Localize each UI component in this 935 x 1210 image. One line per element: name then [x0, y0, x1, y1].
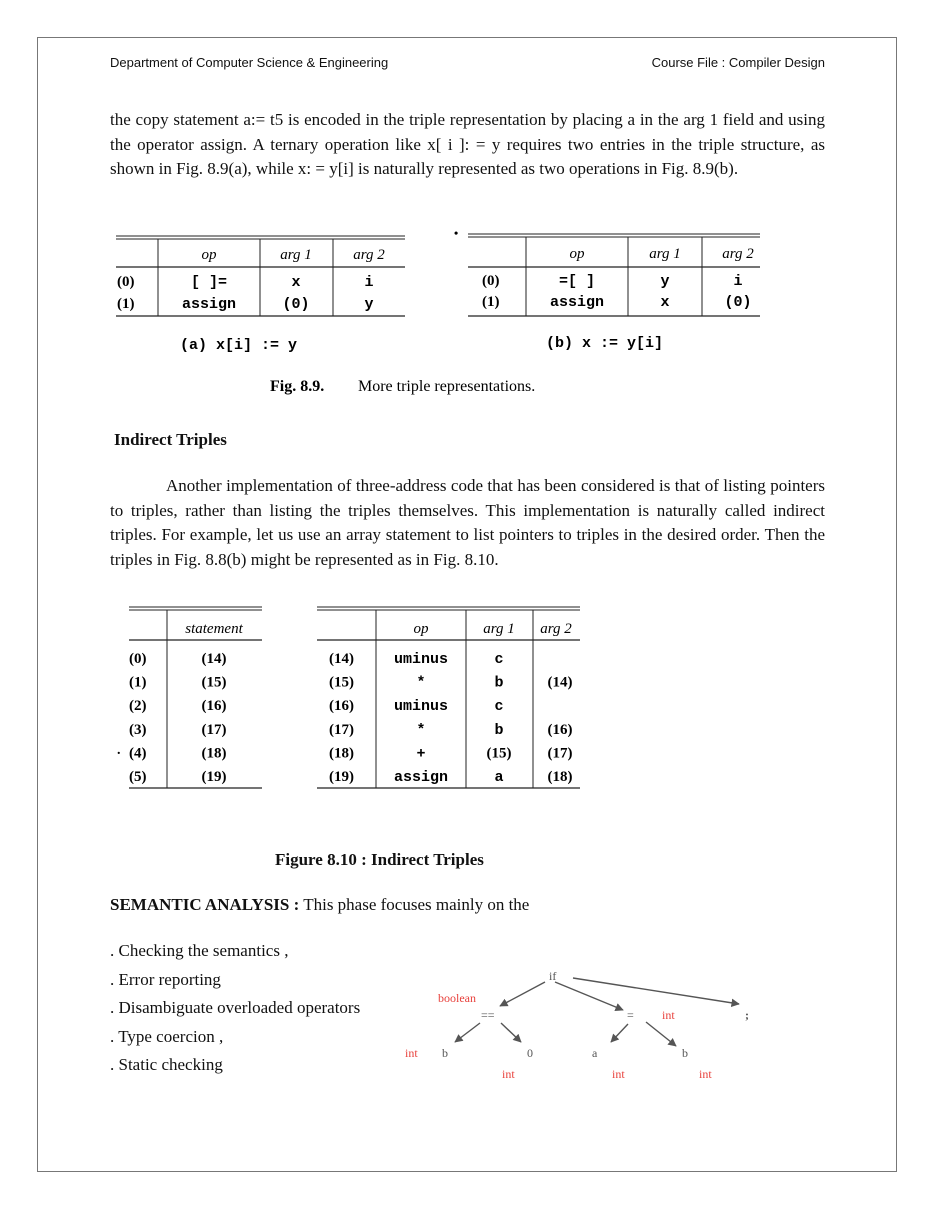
type-zero-int: int	[502, 1067, 515, 1081]
semantic-analysis-line	[110, 895, 529, 915]
op-cell: [ ]=	[190, 274, 228, 291]
row-index: (17)	[329, 721, 354, 738]
op-cell: *	[416, 721, 426, 739]
op-cell: uminus	[393, 651, 449, 668]
caption-a: (a) x[i] := y	[180, 337, 298, 354]
row-index: (15)	[329, 674, 354, 691]
header-arg1-b: arg 1	[649, 246, 681, 262]
row-index: (2)	[129, 698, 147, 715]
figure-8-10	[110, 600, 590, 800]
list-item: . Static checking	[110, 1055, 223, 1074]
arg1-cell: y	[660, 273, 670, 290]
op-cell: *	[416, 674, 426, 692]
list-item: . Disambiguate overloaded operators	[110, 998, 361, 1017]
node-zero: 0	[527, 1046, 533, 1060]
header-op-b: op	[569, 246, 585, 262]
header-arg1-a: arg 1	[280, 247, 312, 263]
statement-pointer: (18)	[201, 745, 227, 762]
arg1-cell: b	[494, 721, 504, 739]
statement-pointer: (15)	[201, 674, 227, 691]
op-cell: +	[416, 745, 426, 763]
op-cell: assign	[181, 296, 237, 313]
arg1-cell: a	[494, 769, 504, 786]
op-cell: =[ ]	[558, 273, 596, 290]
node-a: a	[592, 1046, 598, 1060]
triple-header-arg1: arg 1	[483, 621, 515, 637]
op-cell: assign	[393, 769, 449, 786]
arg1-cell: x	[660, 294, 670, 311]
op-cell: uminus	[393, 698, 449, 716]
row-index: (0)	[482, 273, 500, 289]
triple-table-b	[454, 226, 760, 352]
type-assign-int: int	[662, 1008, 675, 1022]
arg2-cell: y	[364, 296, 374, 313]
stray-dot: •	[454, 226, 459, 240]
node-eqeq: ==	[481, 1008, 495, 1022]
indirect-paragraph: Another implementation of three-address code that has been considered is that of listing pointers to triples, rather than listing the triples themselves. This implementation is naturally called indirect triples. For example, let us use an array statement to list pointers to triples in the desired order. Then the triples in Fig. 8.8(b) might be represented as in Fig. 8.10.	[110, 476, 825, 569]
type-b-int: int	[405, 1046, 418, 1060]
arg1-cell: x	[291, 274, 301, 291]
row-index: (3)	[129, 721, 147, 738]
stray-dot: .	[117, 743, 121, 758]
arg2-cell: (18)	[547, 769, 573, 785]
row-index: (1)	[482, 294, 500, 310]
row-index: (18)	[329, 745, 354, 762]
row-index: (0)	[129, 651, 147, 667]
row-index: (1)	[117, 296, 135, 312]
list-item: . Error reporting	[110, 969, 221, 989]
statement-pointer: (17)	[201, 721, 227, 738]
row-index: (4)	[129, 745, 147, 762]
node-b-right: b	[682, 1046, 688, 1060]
semantic-analysis-label: SEMANTIC ANALYSIS :	[110, 895, 300, 914]
row-index: (0)	[117, 274, 135, 290]
list-item: . Checking the semantics ,	[110, 941, 289, 960]
arg1-cell: c	[494, 698, 504, 716]
annotated-syntax-tree	[395, 960, 765, 1085]
op-cell: assign	[549, 294, 605, 311]
arg2-cell: (14)	[547, 674, 573, 691]
triple-table-a	[116, 236, 405, 354]
header-arg2-a: arg 2	[353, 247, 385, 263]
figure-8-10-caption: Figure 8.10 : Indirect Triples	[275, 850, 484, 869]
semantic-checks-list	[110, 940, 360, 1083]
triple-table	[317, 607, 580, 788]
node-semicolon: ;	[745, 1008, 749, 1022]
node-assign: =	[627, 1008, 634, 1022]
figure-8-9	[110, 225, 775, 400]
section-heading-indirect-triples: Indirect Triples	[114, 430, 227, 449]
arg2-cell: i	[364, 274, 374, 291]
type-b2-int: int	[699, 1067, 712, 1081]
arg1-cell: (0)	[282, 296, 310, 313]
triple-header-op: op	[413, 621, 429, 637]
arg2-cell: (16)	[547, 721, 573, 738]
caption-b: (b) x := y[i]	[546, 335, 664, 352]
type-a-int: int	[612, 1067, 625, 1081]
semantic-analysis-text: This phase focuses mainly on the	[299, 895, 530, 914]
arg2-cell: (0)	[724, 294, 752, 311]
type-boolean: boolean	[438, 991, 476, 1005]
row-index: (16)	[329, 698, 354, 715]
fig-8-9-label: Fig. 8.9.	[270, 378, 325, 395]
fig-8-9-caption: More triple representations.	[358, 378, 536, 395]
header-op-a: op	[201, 247, 217, 263]
tree-edges	[455, 978, 739, 1046]
arg2-cell: (17)	[547, 745, 573, 762]
triple-header-arg2: arg 2	[540, 621, 572, 637]
header-course: Course File : Compiler Design	[651, 55, 825, 70]
intro-paragraph: the copy statement a:= t5 is encoded in the triple representation by placing a in the arg 1 field and using the operator assign. A ternary operation like x[ i ]: = y requires two entries in the triple structure, as shown in Fig. 8.9(a), while x: = y[i] is naturally represented as two operations in Fig. 8.9(b).	[110, 110, 825, 178]
arg1-cell: b	[494, 674, 504, 692]
row-index: (1)	[129, 674, 147, 691]
node-if: if	[549, 969, 557, 983]
header-department: Department of Computer Science & Engineering	[110, 55, 389, 70]
row-index: (5)	[129, 769, 147, 785]
row-index: (19)	[329, 769, 354, 785]
arg1-cell: c	[494, 651, 504, 668]
statement-header: statement	[185, 621, 243, 637]
tree-nodes	[442, 969, 749, 1060]
statement-pointer: (16)	[201, 698, 227, 715]
arg2-cell: i	[733, 273, 743, 290]
list-item: . Type coercion ,	[110, 1026, 224, 1046]
row-index: (14)	[329, 651, 354, 667]
tree-type-annotations	[405, 991, 712, 1081]
node-b-left: b	[442, 1046, 448, 1060]
header-arg2-b: arg 2	[722, 246, 754, 262]
statement-table	[117, 607, 262, 788]
statement-pointer: (19)	[201, 769, 227, 785]
arg1-cell: (15)	[486, 745, 512, 762]
statement-pointer: (14)	[201, 651, 227, 667]
